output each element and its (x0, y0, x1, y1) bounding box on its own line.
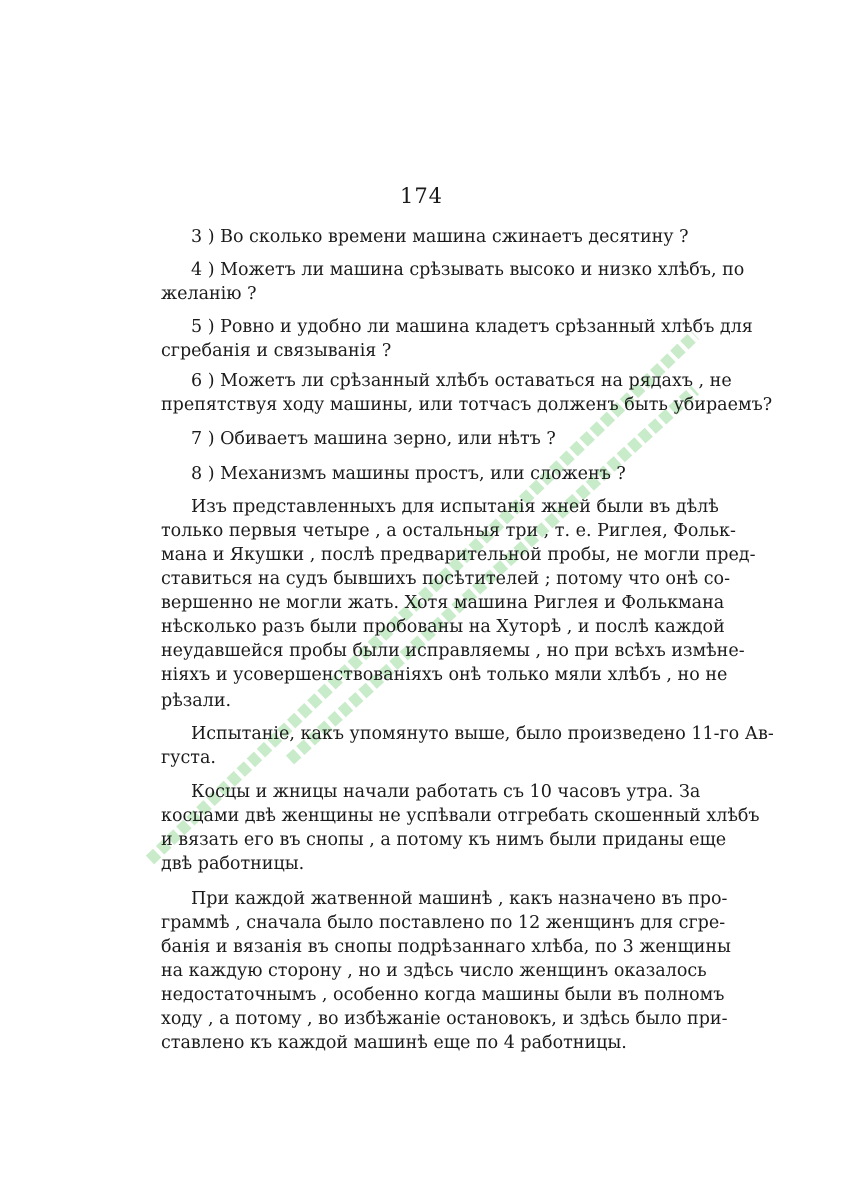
paragraph-1-line: вершенно не могли жать. Хотя машина Риглея и Фолькмана (161, 593, 725, 613)
paragraph-4-line: ставлено къ каждой машинѣ еще по 4 работницы. (161, 1033, 627, 1053)
paragraph-1-line: неудавшейся пробы были исправляемы , но при всѣхъ измѣне- (161, 641, 745, 661)
paragraph-1-line: только первыя четыре , а остальныя три , т. е. Риглея, Фольк- (161, 521, 736, 541)
paragraph-3-line: косцами двѣ женщины не успѣвали отгребать скошенный хлѣбъ (161, 806, 760, 826)
question-5-line-1: 5 ) Ровно и удобно ли машина кладетъ срѣзанный хлѣбъ для (191, 317, 753, 337)
paragraph-1-line: рѣзали. (161, 691, 232, 711)
question-6-line-1: 6 ) Можетъ ли срѣзанный хлѣбъ оставаться на рядахъ , не (191, 371, 732, 391)
question-5-line-2: сгребанія и связыванія ? (161, 341, 392, 361)
question-7: 7 ) Обиваетъ машина зерно, или нѣтъ ? (191, 429, 556, 449)
paragraph-1-line: ставиться на судъ бывшихъ посѣтителей ; потому что онѣ со- (161, 569, 730, 589)
paragraph-4-line: банія и вязанія въ снопы подрѣзаннаго хлѣба, по 3 женщины (161, 937, 731, 957)
paragraph-3-line: Косцы и жницы начали работать съ 10 часовъ утра. За (191, 782, 701, 802)
question-8: 8 ) Механизмъ машины простъ, или сложенъ ? (191, 464, 626, 484)
question-4-line-1: 4 ) Можетъ ли машина срѣзывать высоко и низко хлѣбъ, по (191, 260, 745, 280)
paragraph-4-line: на каждую сторону , но и здѣсь число женщинъ оказалось (161, 961, 707, 981)
paragraph-1-line: Изъ представленныхъ для испытанія жней были въ дѣлѣ (191, 497, 719, 517)
question-3: 3 ) Во сколько времени машина сжинаетъ десятину ? (191, 227, 689, 247)
paragraph-4-line: При каждой жатвенной машинѣ , какъ назначено въ про- (191, 889, 728, 909)
paragraph-4-line: недостаточнымъ , особенно когда машины были въ полномъ (161, 985, 725, 1005)
page-number: 174 (399, 184, 444, 208)
paragraph-1-line: нѣсколько разъ были пробованы на Хуторѣ , и послѣ каждой (161, 617, 725, 637)
paragraph-2-line: Испытаніе, какъ упомянуто выше, было произведено 11-го Ав- (191, 724, 774, 744)
question-4-line-2: желанію ? (161, 284, 257, 304)
paragraph-3-line: двѣ работницы. (161, 854, 305, 874)
paragraph-4-line: граммѣ , сначала было поставлено по 12 женщинъ для сгре- (161, 913, 726, 933)
paragraph-2-line: густа. (161, 748, 216, 768)
paragraph-4-line: ходу , а потому , во избѣжаніе остановокъ, и здѣсь было при- (161, 1009, 728, 1029)
question-6-line-2: препятствуя ходу машины, или тотчасъ долженъ быть убираемъ? (161, 395, 773, 415)
paragraph-1-line: мана и Якушки , послѣ предварительной пробы, не могли пред- (161, 545, 756, 565)
paragraph-1-line: ніяхъ и усовершенствованіяхъ онѣ только мяли хлѣбъ , но не (161, 665, 728, 685)
paragraph-3-line: и вязать его въ снопы , а потому къ нимъ были приданы еще (161, 830, 727, 850)
